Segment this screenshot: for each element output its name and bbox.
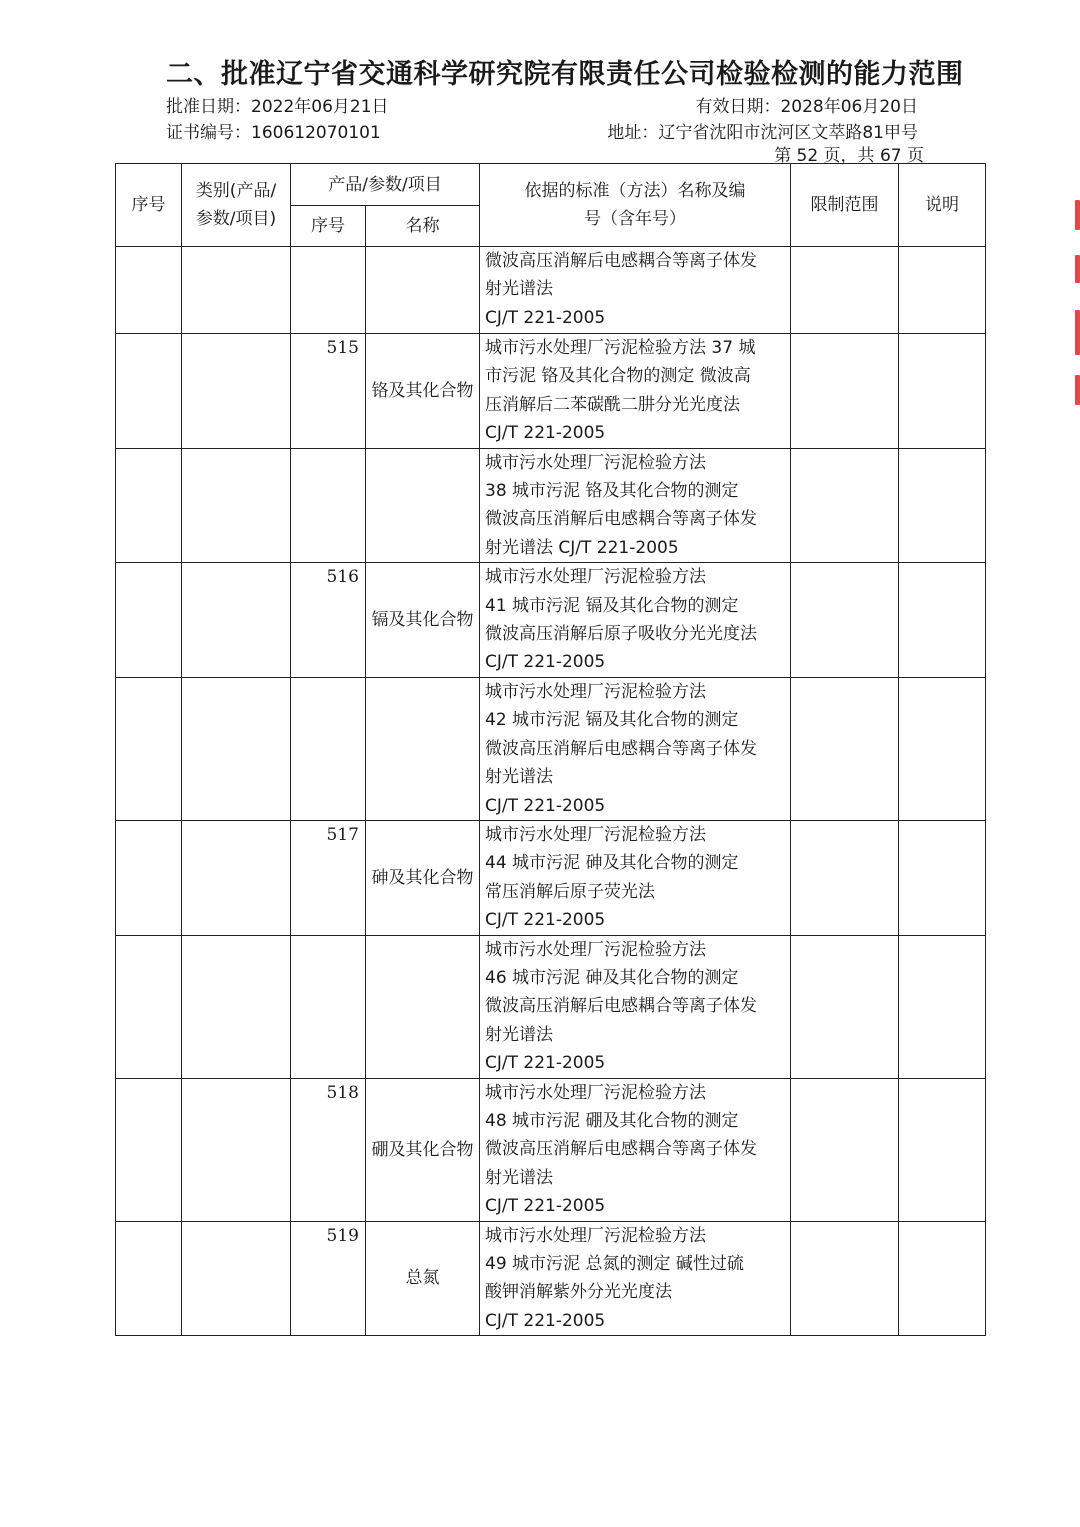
- standard-line: 42 城市污泥 镉及其化合物的测定: [485, 710, 739, 731]
- cell-limit: [791, 935, 899, 1078]
- stamp-mark: [1075, 375, 1080, 405]
- cell-category: [182, 247, 291, 334]
- cell-standard: [480, 1221, 791, 1336]
- cell-sub-name: 镉及其化合物: [366, 563, 480, 678]
- table-row: [116, 820, 986, 935]
- cell-note: [899, 1221, 986, 1336]
- standard-line: CJ/T 221-2005: [485, 1196, 606, 1217]
- table-row: [116, 677, 986, 820]
- cell-limit: [791, 1221, 899, 1336]
- cell-sub-name: 总氮: [366, 1221, 480, 1336]
- standard-line: 微波高压消解后电感耦合等离子体发: [485, 996, 757, 1017]
- standard-line: 射光谱法: [485, 767, 553, 788]
- cell-standard: [480, 334, 791, 449]
- cell-sub-seq: [291, 247, 366, 334]
- standard-line: 46 城市污泥 砷及其化合物的测定: [485, 967, 739, 988]
- scope-table: [115, 163, 986, 1336]
- standard-line: 微波高压消解后电感耦合等离子体发: [485, 509, 757, 530]
- standard-line: 44 城市污泥 砷及其化合物的测定: [485, 853, 739, 874]
- header-sub-name: 名称: [366, 206, 480, 247]
- standard-line: 48 城市污泥 硼及其化合物的测定: [485, 1110, 739, 1131]
- standard-line: 压消解后二苯碳酰二肼分光光度法: [485, 394, 740, 415]
- cell-standard: [480, 935, 791, 1078]
- table-row: [116, 563, 986, 678]
- cell-category: [182, 334, 291, 449]
- stamp-mark: [1075, 200, 1080, 230]
- cell-seq: [116, 247, 182, 334]
- standard-line: 射光谱法: [485, 1167, 553, 1188]
- standard-line: CJ/T 221-2005: [485, 910, 606, 931]
- cell-note: [899, 247, 986, 334]
- standard-line: 41 城市污泥 镉及其化合物的测定: [485, 595, 739, 616]
- cell-note: [899, 677, 986, 820]
- stamp-mark: [1075, 255, 1080, 283]
- table-row: [116, 935, 986, 1078]
- cell-sub-seq: [291, 677, 366, 820]
- standard-line: 49 城市污泥 总氮的测定 碱性过硫: [485, 1254, 744, 1274]
- cell-standard: [480, 563, 791, 678]
- certificate-number: 证书编号：160612070101: [166, 123, 381, 143]
- standard-line: 城市污水处理厂污泥检验方法: [485, 452, 706, 473]
- standard-line: 射光谱法: [485, 279, 553, 300]
- standard-line: 射光谱法 CJ/T 221-2005: [485, 537, 679, 558]
- table-row: [116, 334, 986, 449]
- cell-standard: [480, 677, 791, 820]
- cell-sub-seq: [291, 935, 366, 1078]
- cell-standard: [480, 820, 791, 935]
- standard-line: 城市污水处理厂污泥检验方法: [485, 567, 706, 588]
- cell-seq: [116, 677, 182, 820]
- approval-date: 批准日期：2022年06月21日: [166, 97, 389, 117]
- cell-limit: [791, 247, 899, 334]
- cell-seq: [116, 935, 182, 1078]
- table-row: [116, 1078, 986, 1221]
- cell-sub-name: [366, 677, 480, 820]
- cell-limit: [791, 1078, 899, 1221]
- cell-seq: [116, 820, 182, 935]
- table-row: [116, 1221, 986, 1336]
- cell-limit: [791, 820, 899, 935]
- cell-category: [182, 935, 291, 1078]
- standard-line: 38 城市污泥 铬及其化合物的测定: [485, 481, 739, 502]
- table-row: [116, 247, 986, 334]
- cell-seq: [116, 448, 182, 563]
- standard-line: 城市污水处理厂污泥检验方法: [485, 1225, 706, 1246]
- valid-date: 有效日期：2028年06月20日: [695, 97, 918, 117]
- cell-note: [899, 563, 986, 678]
- cell-standard: [480, 448, 791, 563]
- cell-sub-name: [366, 247, 480, 334]
- standard-line: CJ/T 221-2005: [485, 307, 606, 328]
- cell-sub-seq: 518: [291, 1078, 366, 1221]
- standard-line: 微波高压消解后原子吸收分光光度法: [485, 624, 757, 645]
- cell-limit: [791, 448, 899, 563]
- cell-note: [899, 935, 986, 1078]
- standard-line: CJ/T 221-2005: [485, 1053, 606, 1074]
- standard-line: 城市污水处理厂污泥检验方法: [485, 939, 706, 960]
- standard-line: CJ/T 221-2005: [485, 795, 606, 816]
- cell-sub-name: 硼及其化合物: [366, 1078, 480, 1221]
- standard-line: CJ/T 221-2005: [485, 1310, 606, 1331]
- cell-seq: [116, 334, 182, 449]
- header-product-group: 产品/参数/项目: [291, 164, 480, 206]
- standard-line: 城市污水处理厂污泥检验方法: [485, 824, 706, 845]
- cell-sub-name: 铬及其化合物: [366, 334, 480, 449]
- header-standard: 依据的标准（方法）名称及编号（含年号）: [480, 164, 791, 247]
- standard-line: 射光谱法: [485, 1024, 553, 1045]
- standard-line: 酸钾消解紫外分光光度法: [485, 1282, 672, 1303]
- header-category: 类别(产品/参数/项目): [182, 164, 291, 247]
- header-sub-seq: 序号: [291, 206, 366, 247]
- cell-sub-seq: 515: [291, 334, 366, 449]
- cell-sub-name: [366, 448, 480, 563]
- standard-line: 微波高压消解后电感耦合等离子体发: [485, 738, 757, 759]
- header-note: 说明: [899, 164, 986, 247]
- cell-category: [182, 1078, 291, 1221]
- stamp-edge: [1072, 200, 1080, 430]
- cell-limit: [791, 334, 899, 449]
- standard-line: 常压消解后原子荧光法: [485, 881, 655, 902]
- cell-category: [182, 677, 291, 820]
- header-limit: 限制范围: [791, 164, 899, 247]
- document-title: 二、批准辽宁省交通科学研究院有限责任公司检验检测的能力范围: [166, 59, 964, 90]
- cell-sub-name: [366, 935, 480, 1078]
- standard-line: 微波高压消解后电感耦合等离子体发: [485, 1139, 757, 1160]
- cell-sub-seq: 516: [291, 563, 366, 678]
- cell-category: [182, 448, 291, 563]
- cell-sub-seq: 517: [291, 820, 366, 935]
- standard-line: 微波高压消解后电感耦合等离子体发: [485, 251, 757, 271]
- cell-note: [899, 1078, 986, 1221]
- cell-sub-name: 砷及其化合物: [366, 820, 480, 935]
- cell-limit: [791, 677, 899, 820]
- cell-note: [899, 820, 986, 935]
- standard-line: 市污泥 铬及其化合物的测定 微波高: [485, 366, 751, 387]
- cell-note: [899, 448, 986, 563]
- cell-category: [182, 1221, 291, 1336]
- table-row: [116, 448, 986, 563]
- cell-note: [899, 334, 986, 449]
- header-seq: 序号: [116, 164, 182, 247]
- standard-line: 城市污水处理厂污泥检验方法 37 城: [485, 338, 756, 358]
- cell-category: [182, 820, 291, 935]
- cell-seq: [116, 1078, 182, 1221]
- standard-line: CJ/T 221-2005: [485, 652, 606, 673]
- cell-sub-seq: 519: [291, 1221, 366, 1336]
- cell-sub-seq: [291, 448, 366, 563]
- cell-seq: [116, 1221, 182, 1336]
- cell-category: [182, 563, 291, 678]
- address: 地址：辽宁省沈阳市沈河区文萃路81甲号: [607, 123, 918, 143]
- cell-standard: [480, 247, 791, 334]
- cell-limit: [791, 563, 899, 678]
- cell-seq: [116, 563, 182, 678]
- standard-line: CJ/T 221-2005: [485, 423, 606, 444]
- stamp-mark: [1075, 310, 1080, 355]
- cell-standard: [480, 1078, 791, 1221]
- standard-line: 城市污水处理厂污泥检验方法: [485, 1082, 706, 1103]
- standard-line: 城市污水处理厂污泥检验方法: [485, 681, 706, 702]
- page-indicator: 第 52 页，共 67 页: [774, 146, 924, 166]
